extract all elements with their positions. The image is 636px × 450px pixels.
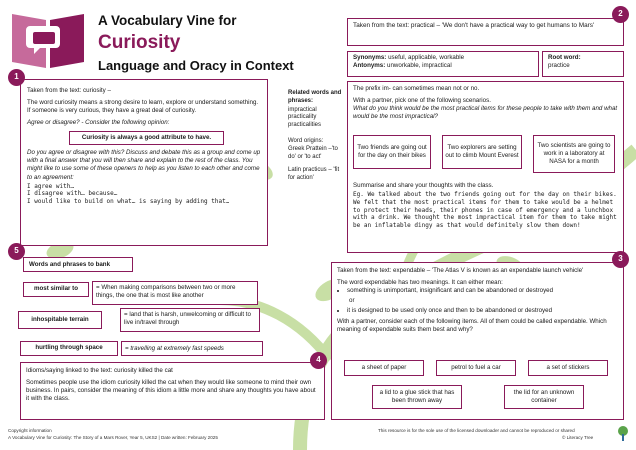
- synonyms-label: Synonyms:: [353, 54, 387, 61]
- related-word: impractical: [288, 106, 317, 113]
- item-box: [528, 360, 608, 376]
- scenarios-row: [353, 135, 619, 173]
- syn-ant-box: [347, 51, 539, 77]
- items-grid: [344, 356, 614, 416]
- term-text: inhospitable terrain: [31, 315, 89, 323]
- term-text: most similar to: [33, 285, 78, 293]
- summary-instruction: Summarise and share your thoughts with the class.: [353, 182, 494, 189]
- item-text: a set of stickers: [546, 363, 590, 371]
- section-curiosity: [20, 79, 268, 246]
- item-box: [372, 385, 462, 409]
- scenario-text: Two explorers are setting out to climb Mount Everest: [445, 143, 519, 159]
- origin-greek: Greek Prattein –'to do' or 'to act': [288, 145, 338, 160]
- badge-4: 4: [310, 352, 327, 369]
- antonyms: unworkable, impractical: [387, 62, 452, 70]
- definition-box: [92, 281, 258, 305]
- example-answer: Eg. We talked about the two friends going out for the day on their bikes. We felt that the most practical items for them to take would be a helmet to protect their heads, their phones in case of emergency and a lunchbox with a drink. We thought the most impractical item for them to take might be an inflatable dingy as that would definitely slow them down!: [353, 191, 617, 230]
- badge-5: 5: [8, 243, 25, 260]
- curiosity-intro: Taken from the text: curiosity –: [27, 87, 111, 94]
- term-text: hurtling through space: [35, 344, 103, 352]
- opener-1: I agree with…: [27, 182, 74, 190]
- item-text: a lid to a glue stick that has been thrown away: [379, 388, 455, 404]
- practical-quote-box: [347, 18, 624, 46]
- expendable-quote: Taken from the text: expendable – 'The Atlas V is known as an expendable launch vehicle': [337, 267, 584, 274]
- item-text: petrol to fuel a car: [451, 363, 501, 371]
- section-expendable: [331, 262, 624, 420]
- scenario-text: Two friends are going out for the day on their bikes: [357, 143, 427, 159]
- title-line3: Language and Oracy in Context: [98, 58, 294, 73]
- term-box: [18, 311, 102, 329]
- idiom-heading: Idioms/saying linked to the text: curiosity killed the cat: [26, 367, 173, 374]
- agree-prompt: Agree or disagree? - Consider the following opinion:: [27, 119, 170, 127]
- term-box: [23, 282, 89, 297]
- scenario-box: [533, 135, 615, 173]
- expendable-task: With a partner, consider each of the following items. All of them could be called expendable. Which meaning of expendable suits them best and why?: [337, 318, 607, 334]
- words-bank-heading: Words and phrases to bank: [29, 261, 111, 268]
- root-label: Root word:: [548, 54, 581, 61]
- related-word: practicalities: [288, 122, 322, 129]
- antonyms-label: Antonyms:: [353, 62, 386, 70]
- related-word: practicality: [288, 114, 317, 121]
- badge-2: 2: [612, 6, 629, 23]
- expendable-meanings-intro: The word expendable has two meanings. It can either mean:: [337, 279, 503, 287]
- root-word: practice: [548, 62, 570, 70]
- book-speech-logo-icon: [8, 8, 88, 70]
- practical-question: What do you think would be the most practical items for these people to take with them and what would be the most impractical?: [353, 105, 618, 121]
- item-box: [344, 360, 424, 376]
- meaning-item: • it is designed to be used only once and then to be abandoned or destroyed: [347, 307, 618, 315]
- definition-box: [120, 308, 260, 332]
- related-words: [288, 90, 342, 183]
- title-line2: Curiosity: [98, 32, 181, 53]
- root-word-box: [542, 51, 624, 77]
- meanings-list: [347, 307, 618, 315]
- opinion-text: Curiosity is always a good attribute to have.: [81, 134, 212, 142]
- footer-source: A Vocabulary Vine for Curiosity: The Story of a Mars Rover, Year 5, UKS2 | Date written: February 2025: [8, 435, 218, 440]
- origin-latin: Latin practicus – 'fit for action': [288, 167, 340, 182]
- literacy-tree-logo-icon: [616, 426, 630, 442]
- badge-1: 1: [8, 69, 25, 86]
- opener-2: I disagree with… because…: [27, 190, 118, 198]
- section-practical: [347, 81, 624, 253]
- summary-block: [353, 182, 619, 230]
- opener-3: I would like to build on what… is saying by adding that…: [27, 198, 230, 206]
- scenario-box: [353, 135, 431, 169]
- origins-label: Word origins:: [288, 137, 324, 144]
- title-line1: A Vocabulary Vine for: [98, 13, 237, 28]
- definition-text: = travelling at extremely fast speeds: [125, 345, 224, 352]
- words-bank-heading-box: [23, 257, 133, 272]
- synonyms: useful, applicable, workable: [388, 54, 465, 61]
- curiosity-meaning: The word curiosity means a strong desire to learn, explore or understand something. If someone is very curious, they have a great deal of curiosity.: [27, 99, 259, 115]
- item-text: the lid for an unknown container: [513, 388, 575, 404]
- scenario-box: [442, 135, 522, 169]
- idiom-body: Sometimes people use the idiom curiosity killed the cat when they would like someone to mind their own business. In pairs, consider the meaning of this idiom a little more and share any thoughts you have about it with the class.: [26, 379, 316, 403]
- opinion-box: [69, 131, 224, 145]
- practical-quote: Taken from the text: practical – 'We don't have a practical way to get humans to Mars': [353, 22, 595, 29]
- meanings-list: [347, 287, 618, 295]
- scenario-text: Two scientists are going to work in a laboratory at NASA for a month: [537, 141, 611, 166]
- footer-copyright: Copyright information: [8, 428, 52, 433]
- related-heading: Related words and phrases:: [288, 90, 342, 104]
- badge-3: 3: [612, 251, 629, 268]
- or-text: or: [349, 297, 355, 305]
- item-text: a sheet of paper: [361, 363, 407, 371]
- definition-text: = When making comparisons between two or more things, the one that is most like another: [96, 284, 236, 300]
- definition-box: [121, 341, 263, 356]
- section-idiom: [20, 362, 325, 420]
- footer-brand: © Literacy Tree: [562, 435, 594, 440]
- partner-instruction: With a partner, pick one of the following scenarios.: [353, 97, 491, 105]
- item-box: [504, 385, 584, 409]
- debate-task: Do you agree or disagree with this? Discuss and debate this as a group and come up with a final answer that you will then share and explain to the rest of the class. You might like to use some of these openers to help as you listen to each other and come to an agreement:: [27, 149, 261, 181]
- term-box: [20, 341, 118, 356]
- footer-licence: This resource is for the sole use of the licensed downloader and cannot be reproduced or shared: [378, 428, 575, 433]
- meaning-item: • something is unimportant, insignificant and can be abandoned or destroyed: [347, 287, 618, 295]
- definition-text: = land that is harsh, unwelcoming or difficult to live in/travel through: [124, 311, 251, 327]
- prefix-note: The prefix im- can sometimes mean not or no.: [353, 85, 480, 92]
- item-box: [436, 360, 516, 376]
